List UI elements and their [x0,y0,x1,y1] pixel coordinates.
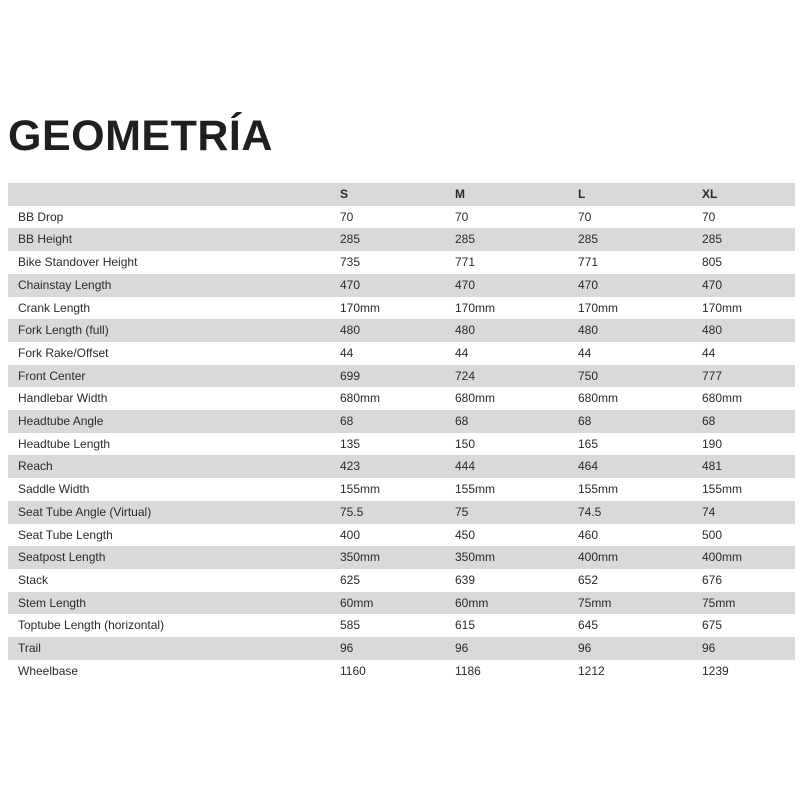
cell-s: 350mm [340,550,381,565]
cell-m: 170mm [455,300,496,315]
cell-m: 155mm [455,482,496,497]
table-row [8,342,795,365]
table-row [8,251,795,274]
row-label: BB Height [18,232,73,247]
cell-xl: 480 [702,323,723,338]
cell-s: 625 [340,572,361,587]
cell-xl: 481 [702,459,723,474]
cell-l: 400mm [578,550,619,565]
cell-l: 680mm [578,391,619,406]
cell-m: 480 [455,323,476,338]
cell-s: 423 [340,459,361,474]
cell-xl: 400mm [702,550,743,565]
row-label: Chainstay Length [18,277,112,292]
cell-xl: 777 [702,368,723,383]
cell-l: 1212 [578,663,605,678]
cell-m: 60mm [455,595,489,610]
cell-s: 135 [340,436,361,451]
cell-m: 96 [455,641,469,656]
header-size-xl: XL [702,187,718,201]
cell-xl: 500 [702,527,723,542]
cell-xl: 96 [702,641,716,656]
cell-s: 735 [340,255,361,270]
row-label: Saddle Width [18,482,90,497]
cell-s: 470 [340,277,361,292]
table-row [8,501,795,524]
cell-l: 480 [578,323,599,338]
row-label: Headtube Angle [18,414,104,429]
row-label: Stack [18,572,49,587]
cell-m: 150 [455,436,476,451]
table-row [8,478,795,501]
cell-l: 460 [578,527,599,542]
table-row [8,433,795,456]
cell-l: 165 [578,436,599,451]
row-label: Fork Length (full) [18,323,109,338]
row-label: Seat Tube Angle (Virtual) [18,504,152,519]
geometry-table [8,183,795,682]
cell-xl: 675 [702,618,723,633]
cell-s: 699 [340,368,361,383]
row-label: Fork Rake/Offset [18,345,109,360]
table-row [8,410,795,433]
row-label: Reach [18,459,53,474]
cell-l: 75mm [578,595,612,610]
cell-m: 470 [455,277,476,292]
cell-m: 444 [455,459,476,474]
cell-s: 96 [340,641,354,656]
cell-xl: 1239 [702,663,729,678]
table-row [8,274,795,297]
cell-l: 155mm [578,482,619,497]
cell-xl: 680mm [702,391,743,406]
table-row [8,614,795,637]
table-row [8,592,795,615]
cell-m: 639 [455,572,476,587]
cell-s: 70 [340,209,354,224]
cell-m: 68 [455,414,469,429]
cell-m: 44 [455,345,469,360]
cell-xl: 676 [702,572,723,587]
header-size-s: S [340,187,349,201]
table-row [8,637,795,660]
table-row [8,297,795,320]
table-row [8,660,795,683]
cell-l: 652 [578,572,599,587]
cell-l: 750 [578,368,599,383]
cell-l: 470 [578,277,599,292]
cell-xl: 285 [702,232,723,247]
row-label: Stem Length [18,595,87,610]
cell-m: 285 [455,232,476,247]
table-row [8,387,795,410]
cell-s: 44 [340,345,354,360]
cell-m: 75 [455,504,469,519]
cell-s: 400 [340,527,361,542]
cell-xl: 75mm [702,595,736,610]
cell-s: 285 [340,232,361,247]
cell-l: 70 [578,209,592,224]
row-label: Bike Standover Height [18,255,138,270]
cell-l: 68 [578,414,592,429]
header-label-cell [8,183,340,206]
row-label: Crank Length [18,300,91,315]
cell-m: 680mm [455,391,496,406]
cell-l: 170mm [578,300,619,315]
row-label: Toptube Length (horizontal) [18,618,165,633]
cell-l: 74.5 [578,504,602,519]
cell-xl: 805 [702,255,723,270]
cell-xl: 44 [702,345,716,360]
table-row [8,228,795,251]
table-row [8,546,795,569]
cell-xl: 470 [702,277,723,292]
cell-xl: 70 [702,209,716,224]
cell-s: 68 [340,414,354,429]
cell-xl: 155mm [702,482,743,497]
page-title: GEOMETRÍA [8,112,273,160]
table-header-row [8,183,795,206]
table-body [8,206,795,683]
cell-s: 170mm [340,300,381,315]
row-label: Trail [18,641,41,656]
cell-xl: 68 [702,414,716,429]
table-row [8,455,795,478]
cell-m: 615 [455,618,476,633]
table-row [8,319,795,342]
cell-s: 60mm [340,595,374,610]
cell-s: 680mm [340,391,381,406]
cell-l: 771 [578,255,599,270]
cell-l: 44 [578,345,592,360]
row-label: Wheelbase [18,663,79,678]
row-label: Headtube Length [18,436,111,451]
cell-m: 350mm [455,550,496,565]
row-label: Seatpost Length [18,550,106,565]
row-label: BB Drop [18,209,64,224]
cell-s: 480 [340,323,361,338]
cell-l: 464 [578,459,599,474]
cell-m: 724 [455,368,476,383]
cell-s: 585 [340,618,361,633]
cell-l: 645 [578,618,599,633]
cell-s: 1160 [340,663,366,678]
row-label: Front Center [18,368,86,383]
cell-m: 70 [455,209,469,224]
table-row [8,206,795,229]
header-size-l: L [578,187,586,201]
cell-l: 285 [578,232,599,247]
cell-s: 75.5 [340,504,364,519]
cell-l: 96 [578,641,592,656]
cell-m: 1186 [455,663,481,678]
cell-xl: 190 [702,436,723,451]
row-label: Seat Tube Length [18,527,113,542]
table-row [8,524,795,547]
cell-xl: 74 [702,504,716,519]
header-size-m: M [455,187,465,201]
cell-xl: 170mm [702,300,743,315]
table-row [8,365,795,388]
cell-s: 155mm [340,482,381,497]
row-label: Handlebar Width [18,391,108,406]
table-row [8,569,795,592]
cell-m: 450 [455,527,476,542]
cell-m: 771 [455,255,476,270]
